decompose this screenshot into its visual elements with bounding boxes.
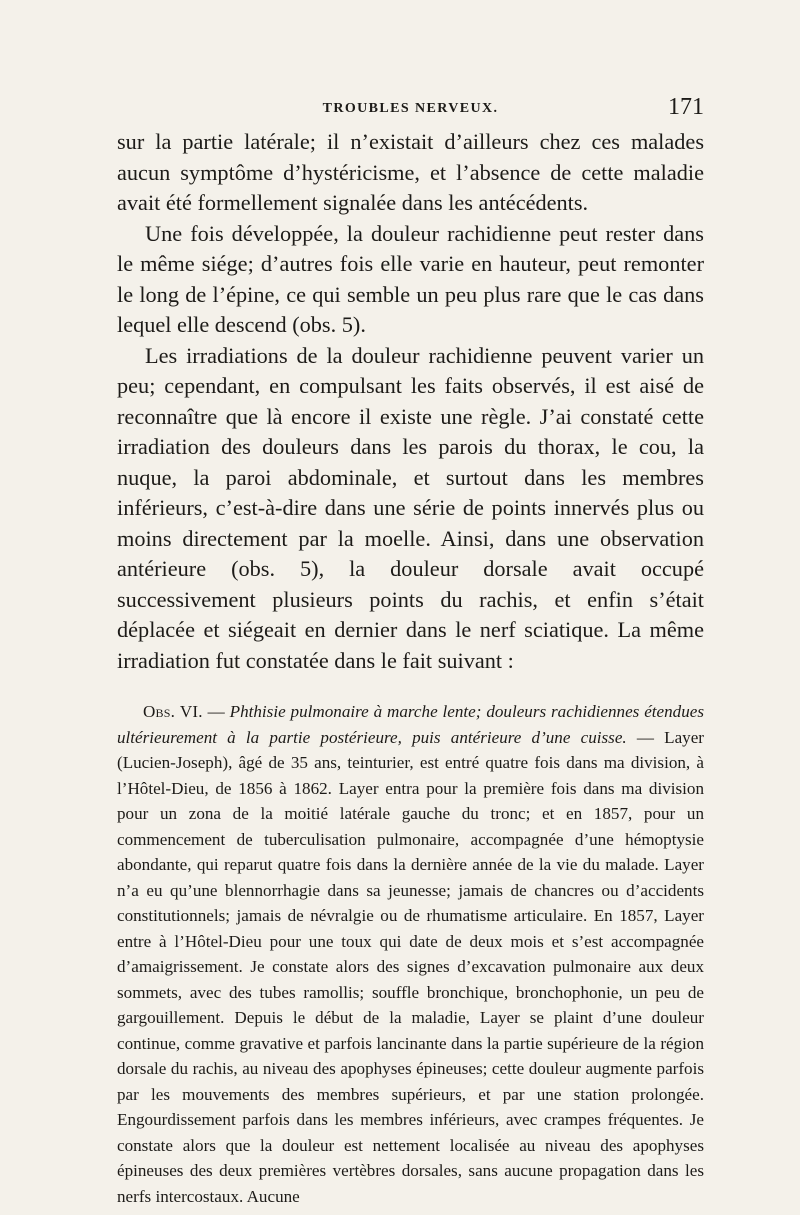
page-number: 171 [668, 94, 704, 120]
running-title: TROUBLES NERVEUX. [322, 101, 499, 116]
observation-title: Phthisie pulmonaire à marche lente; douleurs rachidiennes étendues ultérieurement à la partie postérieure, puis antérieure d’une cuisse. [117, 702, 705, 747]
observation-paragraph [117, 699, 704, 1209]
observation-label: Obs. VI. [143, 702, 203, 721]
paragraph-continuation: sur la partie latérale; il n’existait d’ailleurs chez ces malades aucun symptôme d’hystéricisme, et l’absence de cette maladie avait été formellement signalée dans les antécédents. [117, 129, 704, 215]
main-text [117, 127, 704, 676]
paragraph-pain-development: Une fois développée, la douleur rachidienne peut rester dans le même siége; d’autres fois elle varie en hauteur, peut remonter le long de l’épine, ce qui semble un peu plus rare que le cas dans lequel elle descend (obs. 5). [117, 220, 704, 337]
paragraph-pain-irradiations: Les irradiations de la douleur rachidienne peuvent varier un peu; cependant, en compulsant les faits observés, il est aisé de reconnaître que là encore il existe une règle. J’ai constaté cette irradiation des douleurs dans les parois du thorax, le cou, la nuque, la paroi abdominale, et surtout dans les membres inférieurs, c’est-à-dire dans une série de points innervés plus ou moins directement par la moelle. Ainsi, dans une observation antérieure (obs. 5), la douleur dorsale avait occupé successivement plusieurs points du rachis, et enfin s’était déplacée et siégeait en dernier dans le nerf sciatique. La même irradiation fut constatée dans le fait suivant : [117, 342, 704, 673]
observation-text: — Layer (Lucien-Joseph), âgé de 35 ans, teinturier, est entré quatre fois dans ma division, à l’Hôtel-Dieu, de 1856 à 1862. Layer entra pour la première fois dans ma division pour un zona de la moitié latérale gauche du tronc; et en 1857, pour un commencement de tuberculisation pulmonaire, accompagnée d’une hémoptysie abondante, qui reparut quatre fois dans la dernière année de la vie du malade. Layer n’a eu qu’une blennorrhagie dans sa jeunesse; jamais de chancres ou d’accidents constitutionnels; jamais de névralgie ou de rhumatisme articulaire. En 1857, Layer entre à l’Hôtel-Dieu pour une toux qui date de deux mois et s’est accompagnée d’amaigrissement. Je constate alors des signes d’excavation pulmonaire aux deux sommets, avec des tubes ramollis; souffle bronchique, bronchophonie, un peu de gargouillement. Depuis le début de la maladie, Layer se plaint d’une douleur continue, comme gravative et parfois lancinante dans la partie supérieure de la région dorsale du rachis, au niveau des apophyses épineuses; cette douleur augmente parfois par les mouvements des membres supérieurs, et par une station prolongée. Engourdissement parfois dans les membres inférieurs, avec crampes fréquentes. Je constate alors que la douleur est nettement localisée au niveau des apophyses épineuses des deux premières vertèbres dorsales, sans aucune propagation dans les nerfs intercostaux. Aucune [117, 727, 705, 1206]
observation-separator: — [202, 702, 230, 721]
running-header [117, 95, 704, 121]
observation-vi [117, 699, 704, 1209]
